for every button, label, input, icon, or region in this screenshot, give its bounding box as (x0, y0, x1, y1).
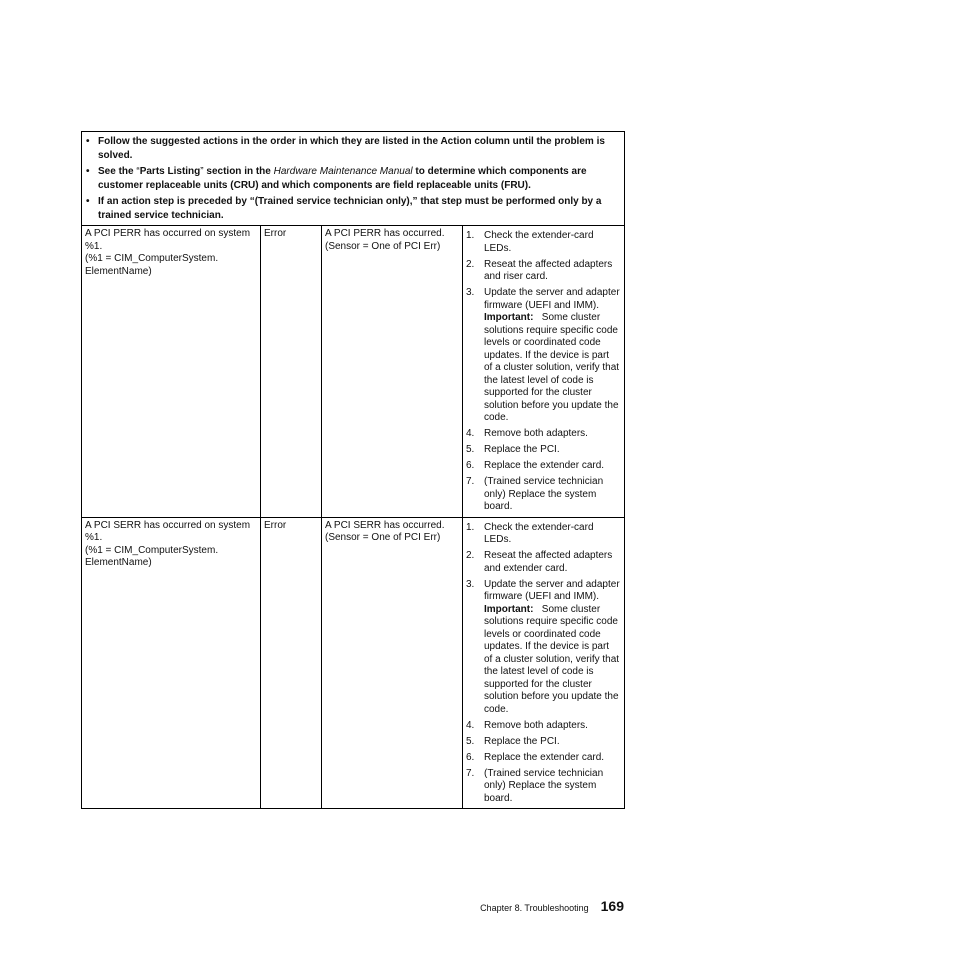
bullet-icon: • (86, 166, 90, 177)
action-step (466, 460, 620, 473)
action-steps-list (466, 230, 620, 514)
step-body (484, 768, 620, 806)
step-body (484, 579, 620, 717)
note-text-part: See the (98, 166, 137, 177)
step-number: 7. (466, 767, 475, 779)
page-number: 169 (600, 898, 624, 914)
description-cell-line: A PCI PERR has occurred. (325, 228, 445, 239)
severity-cell-text: Error (264, 228, 287, 239)
step-body (484, 752, 620, 765)
step-text: Check the extender-card LEDs. (484, 230, 594, 254)
step-number: 2. (466, 550, 475, 561)
step-text: Update the server and adapter firmware (UEFI and IMM). (484, 287, 620, 311)
description-cell (322, 226, 463, 518)
action-cell (463, 517, 625, 809)
note-item (84, 135, 620, 162)
note-text-part: Hardware Maintenance Manual (273, 166, 413, 177)
step-number: 3. (466, 578, 475, 590)
step-text: Replace the extender card. (484, 460, 605, 471)
severity-cell-text: Error (264, 519, 287, 531)
step-body (484, 230, 620, 255)
step-text: Remove both adapters. (484, 428, 588, 439)
severity-cell (261, 226, 322, 518)
message-cell (82, 226, 261, 518)
step-body (484, 460, 620, 473)
action-step (466, 579, 620, 717)
step-text: Remove both adapters. (484, 719, 588, 731)
step-number: 6. (466, 460, 475, 471)
description-cell-line: (Sensor = One of PCI Err) (325, 532, 441, 543)
action-step (466, 230, 620, 255)
step-number: 2. (466, 258, 475, 270)
action-step (466, 768, 620, 806)
note-text-part: section in the (203, 166, 274, 177)
message-cell (82, 517, 261, 809)
message-cell-line: (%1 = CIM_ComputerSystem. ElementName) (85, 544, 219, 568)
step-body (484, 720, 620, 733)
table-row (82, 517, 625, 809)
message-cell-line: A PCI SERR has occurred on system %1. (85, 519, 251, 543)
step-text: Replace the extender card. (484, 751, 605, 763)
note-item (84, 195, 620, 222)
severity-cell (261, 517, 322, 809)
step-number: 5. (466, 444, 475, 455)
step-number: 6. (466, 751, 475, 763)
action-step (466, 287, 620, 425)
bullet-icon: • (86, 196, 90, 207)
step-body (484, 476, 620, 514)
step-text: Replace the PCI. (484, 444, 560, 455)
note-text-part: If an action step is preceded by “(Trained service technician only),” that step must be performed only by a trained service technician. (98, 196, 602, 221)
event-table (81, 131, 625, 809)
action-step (466, 444, 620, 457)
note-item (84, 165, 620, 192)
description-cell-line: (Sensor = One of PCI Err) (325, 240, 441, 252)
important-text: Some cluster solutions require specific code levels or coordinated code updates. If the device is part of a cluster solution, verify that the latest level of code is supported for the cluster solution before you update the code. (484, 312, 620, 423)
step-number: 7. (466, 476, 475, 487)
step-body (484, 736, 620, 749)
chapter-title: Chapter 8. Troubleshooting (480, 903, 589, 913)
step-text: Reseat the affected adapters and riser card. (484, 258, 613, 282)
step-number: 4. (466, 428, 475, 439)
notes-cell (82, 132, 625, 226)
action-step (466, 550, 620, 575)
important-label: Important: (484, 603, 534, 615)
step-text: (Trained service technician only) Replace the system board. (484, 476, 604, 512)
step-number: 3. (466, 287, 475, 298)
action-step (466, 522, 620, 547)
step-number: 1. (466, 521, 475, 533)
note-text (98, 135, 620, 162)
action-step (466, 476, 620, 514)
note-text (98, 195, 620, 222)
step-text: Reseat the affected adapters and extender card. (484, 550, 613, 574)
step-number: 5. (466, 735, 475, 747)
note-text-part: “ (136, 166, 140, 177)
bullet-icon: • (86, 136, 90, 147)
message-cell-line: (%1 = CIM_ComputerSystem. ElementName) (85, 253, 219, 277)
action-cell (463, 226, 625, 518)
step-text: (Trained service technician only) Replace the system board. (484, 767, 604, 804)
action-step (466, 736, 620, 749)
step-body (484, 522, 620, 547)
description-cell-line: A PCI SERR has occurred. (325, 519, 445, 531)
step-text: Update the server and adapter firmware (UEFI and IMM). (484, 578, 620, 602)
step-text: Check the extender-card LEDs. (484, 521, 594, 545)
action-steps-list (466, 522, 620, 806)
important-text: Some cluster solutions require specific code levels or coordinated code updates. If the device is part of a cluster solution, verify that the latest level of code is supported for the cluster solution before you update the code. (484, 603, 620, 715)
description-cell (322, 517, 463, 809)
note-text (98, 165, 620, 192)
action-step (466, 752, 620, 765)
step-text: Replace the PCI. (484, 735, 560, 747)
action-step (466, 259, 620, 284)
notes-row (82, 132, 625, 226)
table-row (82, 226, 625, 518)
note-text-part: Follow the suggested actions in the order in which they are listed in the Action column until the problem is solved. (98, 136, 605, 161)
step-body (484, 259, 620, 284)
important-label: Important: (484, 312, 534, 323)
note-text-part: ” (200, 166, 204, 177)
action-step (466, 428, 620, 441)
note-text-part: Parts Listing (139, 166, 201, 177)
step-body (484, 550, 620, 575)
message-cell-line: A PCI PERR has occurred on system %1. (85, 228, 251, 252)
step-body (484, 444, 620, 457)
action-step (466, 720, 620, 733)
step-number: 4. (466, 719, 475, 731)
note-text-part: to determine which components are customer replaceable units (CRU) and which components are field replaceable units (FRU). (98, 166, 587, 191)
step-number: 1. (466, 230, 475, 241)
step-body (484, 428, 620, 441)
step-body (484, 287, 620, 425)
page-footer (0, 898, 624, 914)
